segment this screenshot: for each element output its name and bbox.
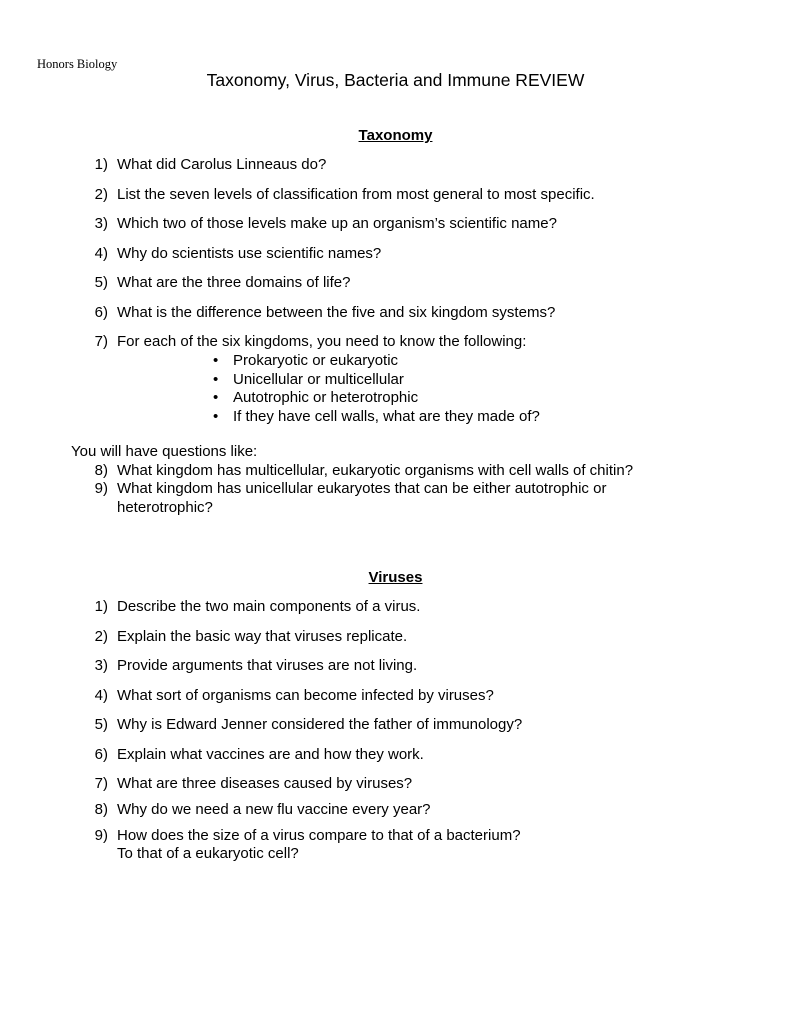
question-number: 7) [94,333,108,350]
list-item: Prokaryotic or eukaryotic [233,352,399,369]
question-number: 2) [94,628,108,645]
question-number: 5) [94,274,108,291]
list-item: Unicellular or multicellular [233,371,404,388]
taxonomy-heading: Taxonomy [358,127,433,144]
question-number: 2) [94,186,108,203]
question-text: List the seven levels of classification from most general to most specific. [117,186,595,203]
bullet-icon: • [213,371,219,388]
question-text: Describe the two main components of a virus. [117,598,421,615]
question-text: Why is Edward Jenner considered the father of immunology? [117,716,523,733]
question-text: What sort of organisms can become infected by viruses? [117,687,494,704]
question-text: What is the difference between the five and six kingdom systems? [117,304,556,321]
question-text: Explain the basic way that viruses replicate. [117,628,408,645]
question-text-continued: heterotrophic? [117,499,213,516]
question-number: 8) [94,462,108,479]
question-text: What are the three domains of life? [117,274,351,291]
list-item: If they have cell walls, what are they made of? [233,408,540,425]
question-text: For each of the six kingdoms, you need to know the following: [117,333,527,350]
question-text: Why do we need a new flu vaccine every year? [117,801,431,818]
page-title: Taxonomy, Virus, Bacteria and Immune REVIEW [206,70,585,90]
question-number: 8) [94,801,108,818]
question-text: Provide arguments that viruses are not living. [117,657,418,674]
question-number: 6) [94,304,108,321]
viruses-heading: Viruses [368,569,423,586]
question-text: What did Carolus Linneaus do? [117,156,327,173]
question-number: 1) [94,156,108,173]
question-text: Explain what vaccines are and how they work. [117,746,424,763]
question-number: 4) [94,245,108,262]
question-number: 3) [94,215,108,232]
question-number: 1) [94,598,108,615]
question-text: Why do scientists use scientific names? [117,245,382,262]
course-label: Honors Biology [37,57,118,71]
question-text-continued: To that of a eukaryotic cell? [117,845,299,862]
question-text: Which two of those levels make up an organism’s scientific name? [117,215,557,232]
question-number: 4) [94,687,108,704]
question-number: 9) [94,480,108,497]
bullet-icon: • [213,408,219,425]
question-number: 6) [94,746,108,763]
question-text: What are three diseases caused by viruses? [117,775,413,792]
list-item: Autotrophic or heterotrophic [233,389,419,406]
bullet-icon: • [213,389,219,406]
question-number: 3) [94,657,108,674]
question-number: 7) [94,775,108,792]
question-number: 9) [94,827,108,844]
question-text: What kingdom has unicellular eukaryotes that can be either autotrophic or [117,480,607,497]
question-text: How does the size of a virus compare to that of a bacterium? [117,827,521,844]
bullet-icon: • [213,352,219,369]
example-questions-intro: You will have questions like: [71,443,258,460]
question-number: 5) [94,716,108,733]
question-text: What kingdom has multicellular, eukaryotic organisms with cell walls of chitin? [117,462,634,479]
